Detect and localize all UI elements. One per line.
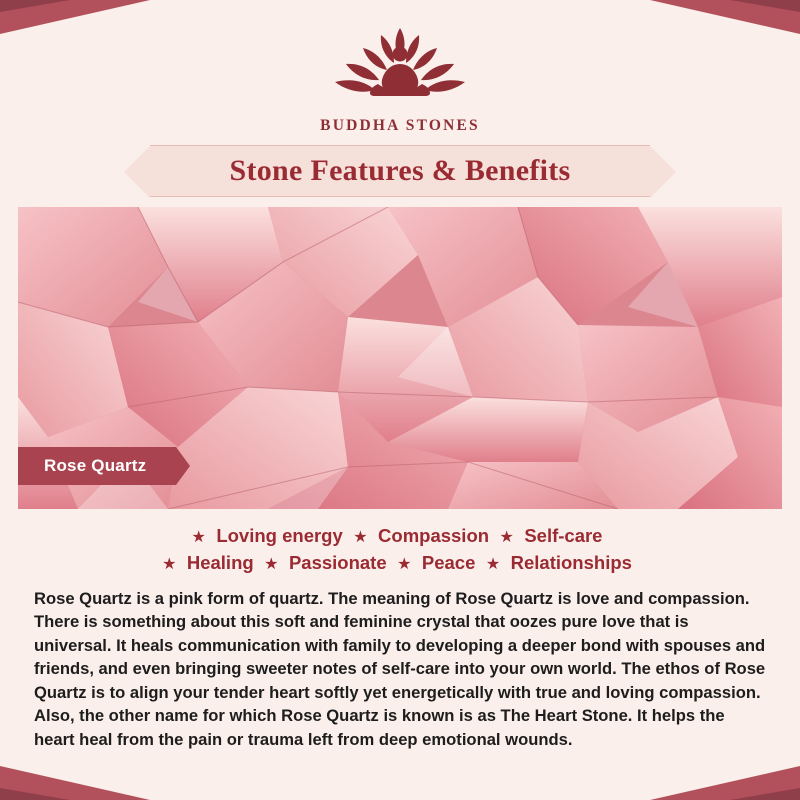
keyword-compassion: Compassion <box>378 525 490 546</box>
corner-decoration-bottom-left-inner <box>0 788 70 800</box>
brand-name: BUDDHA STONES <box>320 117 480 134</box>
star-icon: ★ <box>353 529 368 546</box>
corner-decoration-top-right-inner <box>730 0 800 12</box>
keyword-passionate: Passionate <box>288 551 387 573</box>
corner-decoration-top-left-inner <box>0 0 70 12</box>
keyword-self-care: Self-care <box>524 525 603 546</box>
keyword-list <box>30 523 770 577</box>
title-banner <box>0 145 800 197</box>
star-icon: ★ <box>162 555 177 573</box>
keyword-peace: Peace <box>421 551 476 573</box>
lotus-meditation-figure-icon <box>0 22 800 111</box>
keyword-row-1 <box>30 523 770 550</box>
corner-decoration-bottom-right-inner <box>730 788 800 800</box>
image-caption-badge: Rose Quartz <box>18 447 176 485</box>
star-icon: ★ <box>191 529 206 546</box>
page-title: Stone Features & Benefits <box>229 154 571 187</box>
keyword-loving-energy: Loving energy <box>216 525 343 546</box>
hero-image <box>18 207 782 509</box>
star-icon: ★ <box>264 555 279 573</box>
star-icon: ★ <box>485 555 501 573</box>
keyword-relationships: Relationships <box>510 551 632 573</box>
description-paragraph: Rose Quartz is a pink form of quartz. The meaning of Rose Quartz is love and compassion. There is something about this soft and feminine crystal that oozes pure love that is universal. It heals communication with family to developing a deeper bond with spouses and friends, and even bringing sweeter notes of self-care into your own world. The ethos of Rose Quartz is to align your tender heart softly yet energetically with true and loving compassion. Also, the other name for which Rose Quartz is known is as The Heart Stone. It helps the heart heal from the pain or trauma left from deep emotional wounds. <box>34 588 766 749</box>
keyword-healing: Healing <box>186 551 254 573</box>
star-icon: ★ <box>499 529 514 546</box>
star-icon: ★ <box>397 555 412 573</box>
keyword-row-2 <box>30 550 770 577</box>
